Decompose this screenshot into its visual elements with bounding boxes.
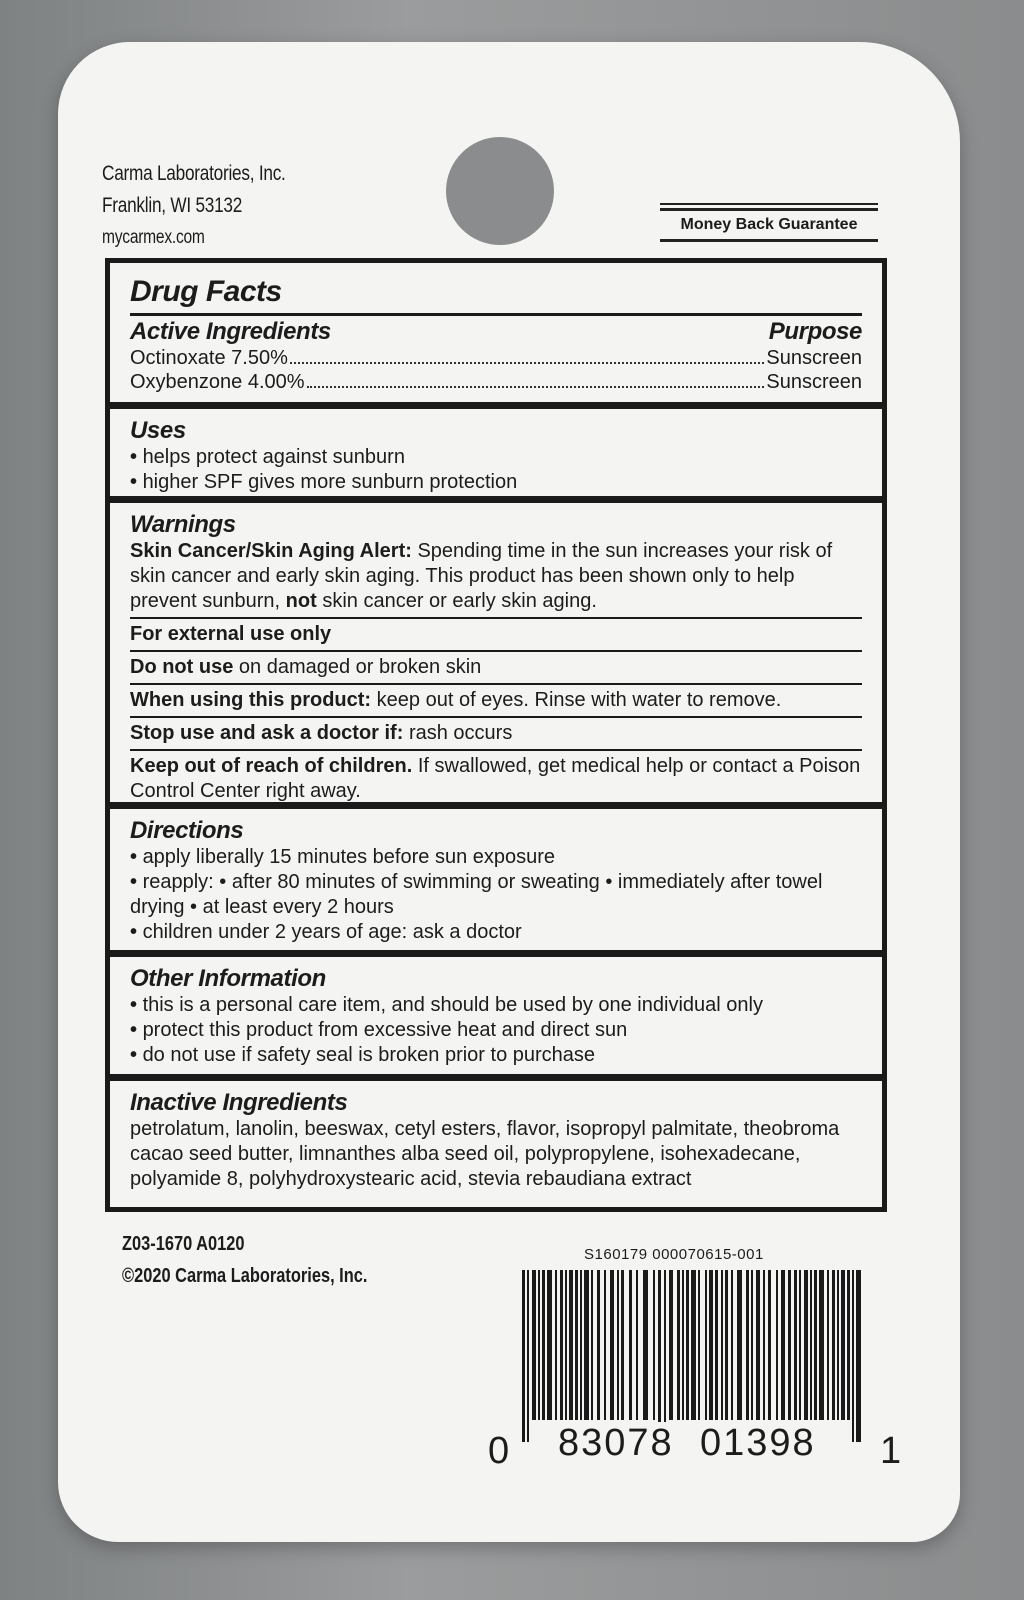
- barcode-bar: [682, 1270, 684, 1420]
- directions-section: [110, 809, 882, 957]
- purpose-heading: Purpose: [768, 318, 862, 345]
- skin-cancer-alert: Skin Cancer/Skin Aging Alert: Spending time in the sun increases your risk of skin cancer and early skin aging. This product has been shown only to help prevent sunburn, not skin cancer or early skin aging.: [130, 540, 833, 612]
- barcode-bar: [794, 1270, 797, 1420]
- barcode-bar: [629, 1270, 632, 1420]
- barcode-bar: [852, 1270, 854, 1442]
- active-row: Oxybenzone 4.00% Sunscreen: [130, 371, 862, 393]
- company-name: Carma Laboratories, Inc.: [102, 162, 286, 185]
- barcode-bar: [658, 1270, 661, 1442]
- do-not-use: Do not use on damaged or broken skin: [130, 656, 482, 678]
- barcode-bar: [604, 1270, 606, 1420]
- barcode-bar: [856, 1270, 861, 1442]
- barcode-bar: [832, 1270, 835, 1420]
- active-section: [110, 263, 882, 409]
- barcode-bar: [542, 1270, 545, 1420]
- other-info-item: • do not use if safety seal is broken prior to purchase: [130, 1043, 862, 1068]
- barcode-bar: [731, 1270, 733, 1420]
- barcode-bar: [746, 1270, 749, 1420]
- hang-hole: [446, 137, 554, 245]
- active-heading: Active Ingredients: [130, 318, 331, 345]
- direction-item: • apply liberally 15 minutes before sun exposure: [130, 845, 862, 870]
- barcode-bar: [686, 1270, 689, 1420]
- warnings-section: [110, 503, 882, 809]
- lot-code: Z03-1670 A0120: [122, 1233, 245, 1255]
- when-using: When using this product: keep out of eyes. Rinse with water to remove.: [130, 689, 782, 711]
- barcode-bar: [799, 1270, 801, 1420]
- barcode-bar: [580, 1270, 582, 1420]
- barcode-bar: [643, 1270, 648, 1420]
- barcode-bar: [653, 1270, 655, 1420]
- barcode-bar: [597, 1270, 600, 1420]
- drug-facts-panel: [105, 258, 887, 1212]
- barcode-bar: [591, 1270, 593, 1420]
- barcode-group-2: 01398: [700, 1422, 816, 1464]
- barcode: [520, 1270, 866, 1446]
- money-back-badge: Money Back Guarantee: [660, 208, 878, 242]
- barcode-bar: [788, 1270, 791, 1420]
- inactive-ingredients: petrolatum, lanolin, beeswax, cetyl esters, flavor, isopropyl palmitate, theobroma cacao seed butter, limnanthes alba seed oil, polypropylene, isohexadecane, polyamide 8, polyhydroxystearic acid, stevia rebaudiana extract: [130, 1118, 840, 1190]
- other-info-heading: Other Information: [130, 965, 326, 992]
- barcode-bar: [538, 1270, 540, 1420]
- keep-out-of-reach: Keep out of reach of children. If swallowed, get medical help or contact a Poison Control Center right away.: [130, 755, 861, 802]
- barcode-bar: [810, 1270, 812, 1420]
- barcode-bar: [621, 1270, 624, 1420]
- barcode-left-digit: 0: [488, 1430, 512, 1472]
- directions-heading: Directions: [130, 817, 244, 844]
- barcode-bar: [827, 1270, 829, 1420]
- barcode-bar: [555, 1270, 557, 1420]
- direction-item: • reapply: • after 80 minutes of swimming or sweating • immediately after towel drying • at least every 2 hours: [130, 870, 862, 920]
- barcode-bar: [698, 1270, 700, 1420]
- barcode-bar: [781, 1270, 785, 1420]
- barcode-bar: [691, 1270, 696, 1420]
- barcode-bar: [527, 1270, 529, 1442]
- barcode-bar: [669, 1270, 673, 1420]
- barcode-bar: [636, 1270, 638, 1420]
- barcode-bar: [569, 1270, 573, 1420]
- barcode-bar: [709, 1270, 713, 1420]
- barcode-bar: [768, 1270, 771, 1420]
- barcode-bar: [715, 1270, 718, 1420]
- use-item: • higher SPF gives more sunburn protection: [130, 470, 862, 495]
- stop-use: Stop use and ask a doctor if: rash occurs: [130, 722, 513, 744]
- barcode-bar: [763, 1270, 765, 1420]
- uses-heading: Uses: [130, 417, 186, 444]
- other-info-item: • protect this product from excessive heat and direct sun: [130, 1018, 862, 1043]
- barcode-bar: [547, 1270, 552, 1420]
- barcode-bar: [721, 1270, 723, 1420]
- barcode-bar: [610, 1270, 614, 1420]
- barcode-bar: [575, 1270, 578, 1420]
- barcode-bar: [819, 1270, 824, 1420]
- reference-numbers: S160179 000070615-001: [584, 1246, 764, 1263]
- inactive-heading: Inactive Ingredients: [130, 1089, 348, 1116]
- other-info-item: • this is a personal care item, and should be used by one individual only: [130, 993, 862, 1018]
- barcode-bar: [617, 1270, 619, 1420]
- other-info-section: [110, 957, 882, 1081]
- barcode-bar: [664, 1270, 666, 1442]
- barcode-right-digit: 1: [880, 1430, 904, 1472]
- warnings-heading: Warnings: [130, 511, 236, 538]
- inactive-section: [110, 1081, 882, 1207]
- barcode-bar: [532, 1270, 536, 1420]
- barcode-bar: [847, 1270, 850, 1420]
- barcode-bar: [565, 1270, 567, 1420]
- barcode-bar: [677, 1270, 680, 1420]
- drug-facts-title: Drug Facts: [130, 275, 282, 308]
- barcode-bar: [776, 1270, 778, 1420]
- barcode-bar: [584, 1270, 589, 1420]
- external-use: For external use only: [130, 623, 332, 645]
- uses-section: [110, 409, 882, 503]
- direction-item: • children under 2 years of age: ask a doctor: [130, 920, 862, 945]
- company-url: mycarmex.com: [102, 227, 205, 248]
- barcode-bar: [522, 1270, 525, 1442]
- barcode-bar: [841, 1270, 845, 1420]
- barcode-bar: [814, 1270, 817, 1420]
- company-address: Franklin, WI 53132: [102, 194, 243, 217]
- company-info: [102, 158, 326, 254]
- barcode-bar: [804, 1270, 808, 1420]
- barcode-bar: [756, 1270, 760, 1420]
- barcode-bar: [725, 1270, 728, 1420]
- barcode-bar: [737, 1270, 742, 1420]
- barcode-bar: [751, 1270, 753, 1420]
- active-row: Octinoxate 7.50% Sunscreen: [130, 347, 862, 369]
- use-item: • helps protect against sunburn: [130, 445, 862, 470]
- barcode-bar: [837, 1270, 839, 1420]
- barcode-bar: [705, 1270, 707, 1420]
- product-codes: [122, 1228, 421, 1292]
- barcode-bar: [560, 1270, 563, 1420]
- copyright: ©2020 Carma Laboratories, Inc.: [122, 1265, 368, 1287]
- barcode-group-1: 83078: [558, 1422, 674, 1464]
